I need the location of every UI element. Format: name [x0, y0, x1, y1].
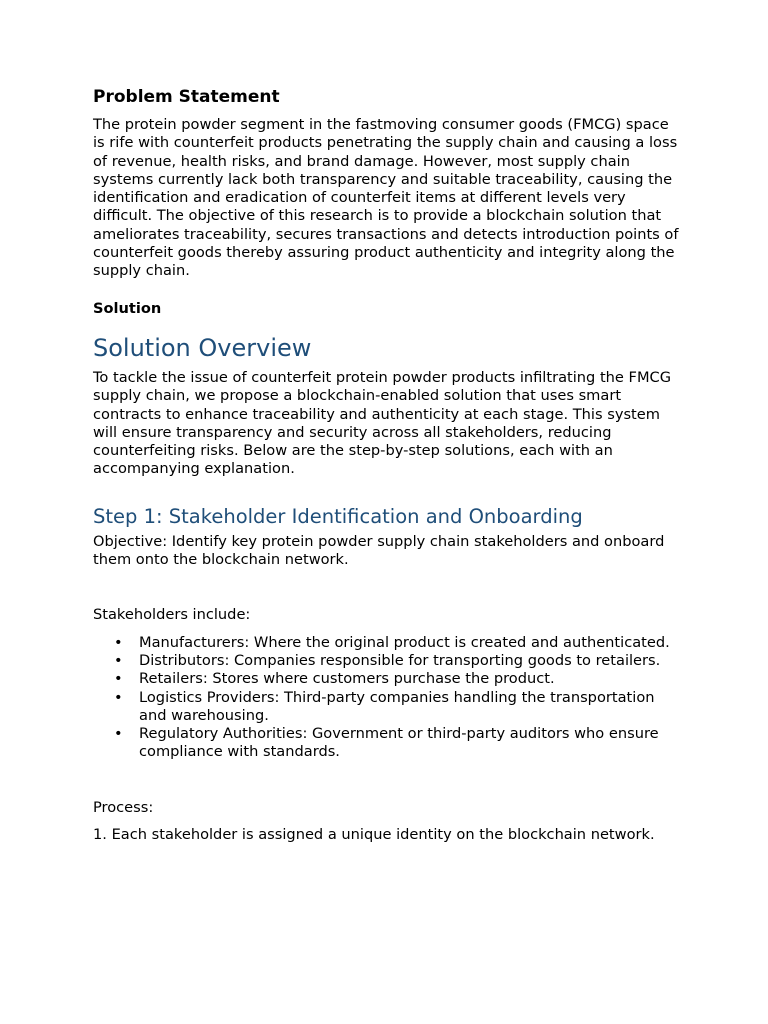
step1-objective: Objective: Identify key protein powder supply chain stakeholders and onboard them onto the blockchain network.: [93, 532, 665, 569]
list-item: [93, 634, 683, 652]
bullet-icon: •: [114, 725, 123, 743]
solution-overview-heading: Solution Overview: [93, 333, 312, 362]
bullet-icon: •: [114, 688, 123, 706]
list-item: [93, 689, 683, 726]
problem-statement-body: The protein powder segment in the fastmoving consumer goods (FMCG) space is rife with counterfeit products penetrating the supply chain and causing a loss of revenue, health risks, and brand damage. However, most supply chain systems currently lack both transparency and suitable traceability, causing the identification and eradication of counterfeit items at different levels very difficult. The objective of this research is to provide a blockchain solution that ameliorates traceability, secures transactions and detects introduction points of counterfeit goods thereby assuring product authenticity and integrity along the supply chain.: [93, 116, 679, 280]
document-content: [93, 86, 683, 844]
problem-statement-heading: Problem Statement: [93, 87, 280, 107]
list-item: [93, 670, 683, 688]
list-item-text: Manufacturers: Where the original product is created and authenticated.: [139, 633, 670, 651]
process-step-1: 1. Each stakeholder is assigned a unique identity on the blockchain network.: [93, 826, 655, 844]
list-item: [93, 652, 683, 670]
solution-label: Solution: [93, 299, 162, 317]
stakeholders-intro: Stakeholders include:: [93, 606, 251, 624]
list-item-text: Regulatory Authorities: Government or third-party auditors who ensure compliance with standards.: [139, 725, 659, 761]
list-item: [93, 725, 683, 762]
bullet-icon: •: [114, 670, 123, 688]
stakeholders-list: [93, 634, 683, 762]
bullet-icon: •: [114, 651, 123, 669]
process-label: Process:: [93, 798, 154, 816]
list-item-text: Retailers: Stores where customers purchase the product.: [139, 670, 555, 688]
list-item-text: Distributors: Companies responsible for transporting goods to retailers.: [139, 651, 661, 669]
step1-heading: Step 1: Stakeholder Identification and Onboarding: [93, 504, 583, 528]
bullet-icon: •: [114, 633, 123, 651]
list-item-text: Logistics Providers: Third-party companies handling the transportation and warehousing.: [139, 688, 655, 724]
solution-overview-body: To tackle the issue of counterfeit protein powder products infiltrating the FMCG supply chain, we propose a blockchain-enabled solution that uses smart contracts to enhance traceability and authenticity at each stage. This system will ensure transparency and security across all stakeholders, reducing counterfeiting risks. Below are the step-by-step solutions, each with an accompanying explanation.: [93, 368, 672, 478]
